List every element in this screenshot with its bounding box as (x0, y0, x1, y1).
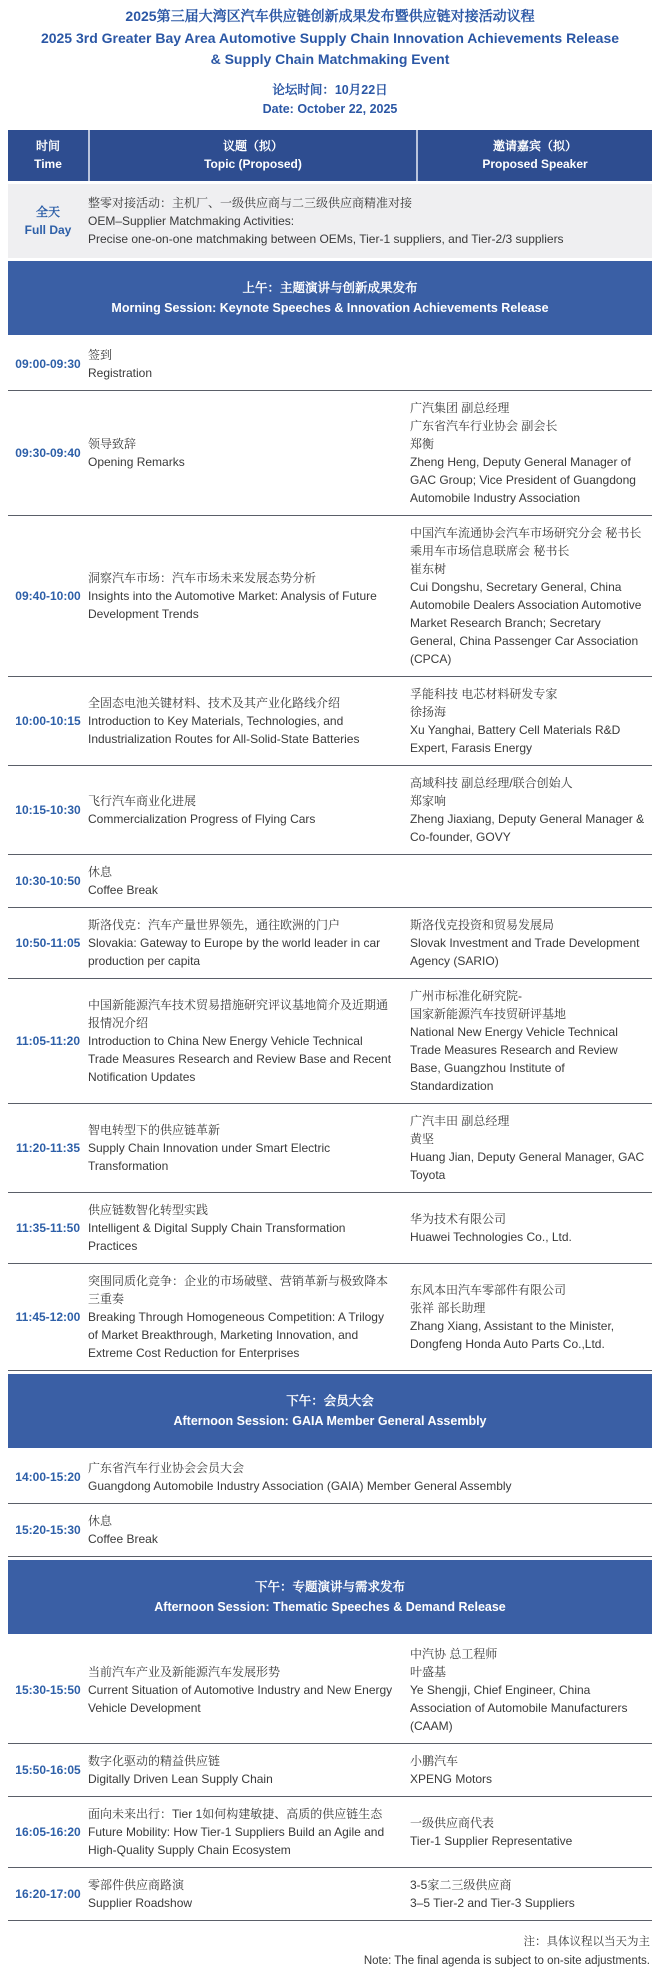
agenda-row (8, 1264, 652, 1371)
speaker-line: 乘用车市场信息联席会 秘书长 (410, 543, 570, 558)
agenda-body (8, 184, 652, 1921)
agenda-row (8, 855, 652, 908)
topic-en: Coffee Break (88, 1531, 158, 1546)
speaker-line: 徐扬海 (410, 704, 447, 719)
row-time: 10:15-10:30 (15, 802, 81, 817)
row-topic (88, 1876, 410, 1912)
agenda-row (8, 766, 652, 855)
header-speaker-column (418, 130, 652, 181)
header-time-column (8, 130, 88, 181)
row-speaker (410, 916, 652, 970)
speaker-line: 广州市标准化研究院- (410, 988, 522, 1003)
agenda-table (8, 130, 652, 1921)
footer-note (8, 1933, 652, 1971)
row-time: 09:00-09:30 (15, 356, 81, 371)
row-time: 11:05-11:20 (15, 1033, 81, 1048)
row-speaker (410, 1272, 652, 1362)
topic-en: Coffee Break (88, 882, 158, 897)
speaker-line: Zhang Xiang, Assistant to the Minister, Dongfeng Honda Auto Parts Co.,Ltd. (410, 1318, 615, 1351)
row-speaker (410, 1876, 652, 1912)
row-time: 15:20-15:30 (15, 1522, 81, 1537)
row-topic (88, 1272, 410, 1362)
row-topic (88, 1201, 410, 1255)
topic-en: Introduction to China New Energy Vehicle Technical Trade Measures Research and Review Base and Recent Notification Updates (88, 1033, 392, 1084)
session-title-en: Afternoon Session: Thematic Speeches & Demand Release (154, 1599, 506, 1614)
speaker-line: Zheng Heng, Deputy General Manager of GAC Group; Vice President of Guangdong Automobile Industry Association (410, 454, 636, 505)
topic-line: 整零对接活动：主机厂、一级供应商与二三级供应商精准对接 (88, 195, 413, 210)
session-title-en: Morning Session: Keynote Speeches & Innovation Achievements Release (111, 300, 549, 315)
event-date-zh: 论坛时间：10月22日 (272, 82, 388, 97)
agenda-row (8, 908, 652, 979)
header-speaker-zh: 邀请嘉宾（拟） (492, 138, 577, 153)
agenda-row (8, 677, 652, 766)
topic-en: Slovakia: Gateway to Europe by the world leader in car production per capita (88, 935, 381, 968)
row-speaker (410, 987, 652, 1095)
speaker-line: 国家新能源汽车技贸研评基地 (410, 1006, 567, 1021)
row-topic (88, 1805, 410, 1859)
speaker-line: Ye Shengji, Chief Engineer, China Association of Automobile Manufacturers (CAAM) (410, 1682, 628, 1733)
row-topic (88, 685, 410, 757)
row-topic (88, 524, 410, 668)
row-time: 16:05-16:20 (15, 1824, 81, 1839)
header-speaker-en: Proposed Speaker (482, 157, 588, 172)
speaker-line: Tier-1 Supplier Representative (410, 1833, 573, 1848)
row-time: 10:30-10:50 (15, 873, 81, 888)
page-title-zh: 2025第三届大湾区汽车供应链创新成果发布暨供应链对接活动议程 (125, 8, 535, 24)
speaker-line: XPENG Motors (410, 1771, 493, 1786)
header-time-zh: 时间 (35, 138, 60, 153)
speaker-line: 广汽丰田 副总经理 (410, 1113, 510, 1128)
row-time-en: Full Day (24, 222, 72, 237)
row-topic (88, 399, 410, 507)
topic-en: Opening Remarks (88, 454, 185, 469)
session-title-zh: 上午：主题演讲与创新成果发布 (242, 280, 418, 295)
topic-en: Introduction to Key Materials, Technologies, and Industrialization Routes for All-Solid-State Batteries (88, 713, 360, 746)
topic-zh: 零部件供应商路演 (88, 1877, 185, 1892)
row-time: 16:20-17:00 (15, 1886, 81, 1901)
table-header (8, 130, 652, 181)
topic-en: Guangdong Automobile Industry Association (GAIA) Member General Assembly (88, 1478, 512, 1493)
row-topic (88, 987, 410, 1095)
row-time: 09:40-10:00 (15, 588, 81, 603)
topic-en: Commercialization Progress of Flying Cars (88, 811, 316, 826)
agenda-row (8, 1193, 652, 1264)
agenda-row (8, 1451, 652, 1504)
agenda-row (8, 391, 652, 516)
session-title-zh: 下午：专题演讲与需求发布 (254, 1579, 405, 1594)
row-topic (88, 1512, 652, 1548)
session-header (8, 1560, 652, 1634)
speaker-line: National New Energy Vehicle Technical Trade Measures Research and Review Base, Guangzhou Institute of Standardization (410, 1024, 618, 1093)
agenda-row (8, 1104, 652, 1193)
session-header (8, 1374, 652, 1448)
session-title-en: Afternoon Session: GAIA Member General Assembly (173, 1413, 487, 1428)
speaker-line: 华为技术有限公司 (410, 1211, 507, 1226)
row-speaker (410, 1201, 652, 1255)
topic-zh: 斯洛伐克：汽车产量世界领先，通往欧洲的门户 (88, 917, 341, 932)
agenda-row (8, 1504, 652, 1557)
topic-zh: 签到 (88, 347, 113, 362)
row-topic (88, 774, 410, 846)
row-time (8, 194, 88, 248)
row-speaker (410, 774, 652, 846)
agenda-row (8, 338, 652, 391)
row-time: 11:20-11:35 (15, 1140, 81, 1155)
speaker-line: Huawei Technologies Co., Ltd. (410, 1229, 572, 1244)
row-topic (88, 1112, 410, 1184)
topic-en: Insights into the Automotive Market: Analysis of Future Development Trends (88, 588, 377, 621)
speaker-line: 广汽集团 副总经理 (410, 400, 510, 415)
topic-en: Digitally Driven Lean Supply Chain (88, 1771, 273, 1786)
header-topic-en: Topic (Proposed) (204, 157, 302, 172)
speaker-line: 叶盛基 (410, 1664, 447, 1679)
topic-zh: 供应链数智化转型实践 (88, 1202, 209, 1217)
row-speaker (410, 399, 652, 507)
speaker-line: 中汽协 总工程师 (410, 1646, 498, 1661)
speaker-line: Slovak Investment and Trade Development Agency (SARIO) (410, 935, 640, 968)
row-time: 15:30-15:50 (15, 1682, 81, 1697)
speaker-line: 孚能科技 电芯材料研发专家 (410, 686, 558, 701)
footer-note-en: Note: The final agenda is subject to on-site adjustments. (363, 1954, 650, 1967)
speaker-line: 高域科技 副总经理/联合创始人 (410, 775, 573, 790)
row-topic (88, 194, 652, 248)
row-speaker (410, 524, 652, 668)
speaker-line: 中国汽车流通协会汽车市场研究分会 秘书长 (410, 525, 642, 540)
topic-line: Precise one-on-one matchmaking between OEMs, Tier-1 suppliers, and Tier-2/3 suppliers (88, 231, 564, 246)
speaker-line: 东风本田汽车零部件有限公司 (410, 1282, 567, 1297)
row-time: 14:00-15:20 (15, 1469, 81, 1484)
topic-zh: 智电转型下的供应链革新 (88, 1122, 221, 1137)
topic-en: Current Situation of Automotive Industry and New Energy Vehicle Development (88, 1682, 393, 1715)
row-speaker (410, 1752, 652, 1788)
header-topic-zh: 议题（拟） (222, 138, 283, 153)
row-speaker (410, 685, 652, 757)
speaker-line: 张祥 部长助理 (410, 1300, 486, 1315)
topic-zh: 中国新能源汽车技术贸易措施研究评议基地简介及近期通报情况介绍 (88, 997, 389, 1030)
speaker-line: 3-5家二三级供应商 (410, 1877, 512, 1892)
speaker-line: 郑衡 (410, 436, 435, 451)
speaker-line: 斯洛伐克投资和贸易发展局 (410, 917, 555, 932)
page-title-en: 2025 3rd Greater Bay Area Automotive Supply Chain Innovation Achievements Release & Supply Chain Matchmaking Event (40, 30, 620, 67)
topic-zh: 休息 (88, 1513, 113, 1528)
session-header (8, 261, 652, 335)
row-topic (88, 1645, 410, 1735)
event-date-en: Date: October 22, 2025 (262, 102, 398, 117)
topic-en: Breaking Through Homogeneous Competition: A Trilogy of Market Breakthrough, Marketing Innovation, and Extreme Cost Reduction for Enterprises (88, 1309, 384, 1360)
topic-zh: 全固态电池关键材料、技术及其产业化路线介绍 (88, 695, 341, 710)
topic-en: Intelligent & Digital Supply Chain Transformation Practices (88, 1220, 346, 1253)
speaker-line: Zheng Jiaxiang, Deputy General Manager & Co-founder, GOVY (410, 811, 645, 844)
row-time: 10:50-11:05 (15, 935, 81, 950)
topic-en: Supplier Roadshow (88, 1895, 193, 1910)
row-topic (88, 346, 652, 382)
speaker-line: 小鹏汽车 (410, 1753, 459, 1768)
speaker-line: 黄坚 (410, 1131, 435, 1146)
speaker-line: Huang Jian, Deputy General Manager, GAC Toyota (410, 1149, 645, 1182)
topic-zh: 突围同质化竞争：企业的市场破壁、营销革新与极致降本三重奏 (88, 1273, 389, 1306)
row-speaker (410, 1112, 652, 1184)
agenda-row (8, 1744, 652, 1797)
topic-zh: 洞察汽车市场：汽车市场未来发展态势分析 (88, 570, 317, 585)
row-time: 11:35-11:50 (15, 1220, 81, 1235)
topic-zh: 面向未来出行：Tier 1如何构建敏捷、高质的供应链生态 (88, 1806, 383, 1821)
agenda-row (8, 1637, 652, 1744)
topic-zh: 休息 (88, 864, 113, 879)
row-time: 15:50-16:05 (15, 1762, 81, 1777)
speaker-line: 3–5 Tier-2 and Tier-3 Suppliers (410, 1895, 575, 1910)
speaker-line: 郑家响 (410, 793, 447, 808)
agenda-row (8, 979, 652, 1104)
row-topic (88, 863, 652, 899)
row-time: 11:45-12:00 (15, 1309, 81, 1324)
footer-note-zh: 注：具体议程以当天为主 (523, 1935, 650, 1948)
speaker-line: 一级供应商代表 (410, 1815, 495, 1830)
topic-zh: 领导致辞 (88, 436, 137, 451)
row-time: 10:00-10:15 (15, 713, 81, 728)
row-topic (88, 916, 410, 970)
row-speaker (410, 1805, 652, 1859)
speaker-line: Cui Dongshu, Secretary General, China Automobile Dealers Association Automotive Market Research Branch; Secretary General, China Passenger Car Association (CPCA) (410, 579, 642, 666)
row-topic (88, 1752, 410, 1788)
speaker-line: 广东省汽车行业协会 副会长 (410, 418, 558, 433)
agenda-row (8, 184, 652, 258)
agenda-row (8, 1797, 652, 1868)
session-title-zh: 下午：会员大会 (286, 1393, 374, 1408)
row-time-zh: 全天 (35, 204, 60, 219)
speaker-line: 崔东树 (410, 561, 447, 576)
topic-zh: 飞行汽车商业化进展 (88, 793, 197, 808)
topic-zh: 广东省汽车行业协会会员大会 (88, 1460, 245, 1475)
header-time-en: Time (34, 157, 62, 172)
row-speaker (410, 1645, 652, 1735)
agenda-row (8, 1868, 652, 1921)
speaker-line: Xu Yanghai, Battery Cell Materials R&D Expert, Farasis Energy (410, 722, 621, 755)
row-topic (88, 1459, 652, 1495)
header-topic-column (88, 130, 418, 181)
topic-en: Registration (88, 365, 153, 380)
row-time: 09:30-09:40 (15, 445, 81, 460)
topic-en: Future Mobility: How Tier-1 Suppliers Build an Agile and High-Quality Supply Chain Ecosystem (88, 1824, 385, 1857)
topic-line: OEM–Supplier Matchmaking Activities: (88, 213, 295, 228)
agenda-row (8, 516, 652, 677)
topic-en: Supply Chain Innovation under Smart Electric Transformation (88, 1140, 331, 1173)
topic-zh: 数字化驱动的精益供应链 (88, 1753, 221, 1768)
topic-zh: 当前汽车产业及新能源汽车发展形势 (88, 1664, 281, 1679)
